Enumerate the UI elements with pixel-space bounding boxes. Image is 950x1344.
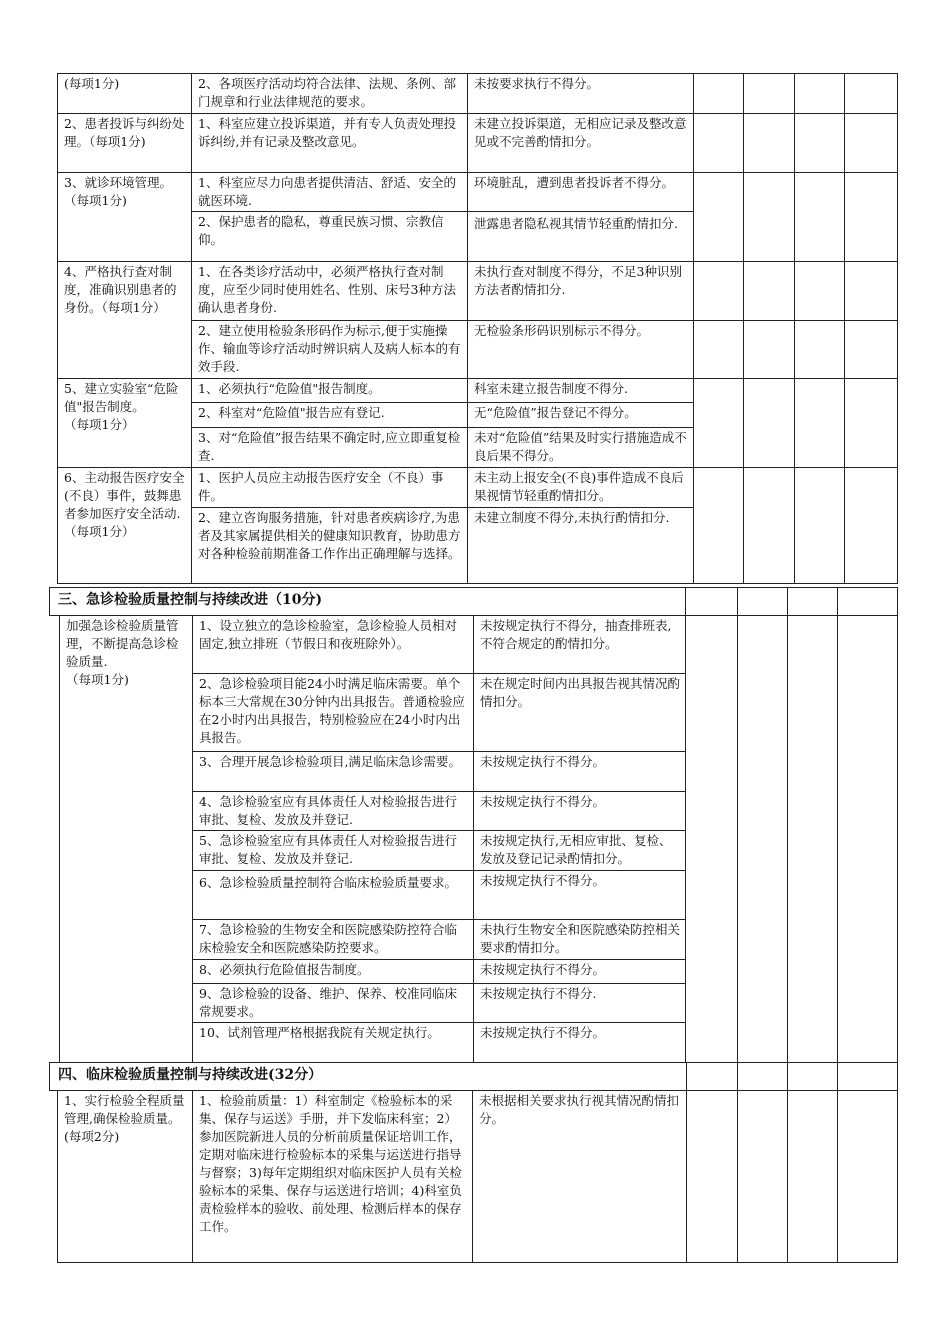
score-cell bbox=[744, 379, 795, 468]
score-cell bbox=[845, 114, 898, 173]
score-cell bbox=[795, 114, 845, 173]
standard-cell: 2、科室对“危险值"报告应有登记. bbox=[192, 403, 468, 428]
standard-cell: 2、建立使用检验条形码作为标示,便于实施操作、输血等诊疗活动时辨识病人及病人标本的有效手段. bbox=[192, 321, 468, 379]
item-cell: (每项1分) bbox=[58, 74, 192, 114]
score-cell bbox=[744, 74, 795, 114]
score-cell bbox=[838, 1091, 898, 1263]
standard-cell: 2、建立咨询服务措施，针对患者疾病诊疗,为患者及其家属提供相关的健康知识教育，协助患方对各种检验前期准备工作作出正确理解与选择。 bbox=[192, 508, 468, 584]
method-cell: 未按要求执行不得分。 bbox=[468, 74, 694, 114]
score-cell bbox=[845, 173, 898, 262]
score-cell bbox=[845, 321, 898, 379]
standard-cell: 1、在各类诊疗活动中，必须严格执行查对制度，应至少同时使用姓名、性别、床号3种方法确认患者身份. bbox=[192, 262, 468, 321]
table-row bbox=[58, 262, 898, 321]
standard-cell: 3、合理开展急诊检验项目,满足临床急诊需要。 bbox=[193, 752, 474, 792]
standard-cell: 1、设立独立的急诊检验室，急诊检验人员相对固定,独立排班（节假日和夜班除外）。 bbox=[193, 616, 474, 674]
score-cell bbox=[788, 616, 838, 1063]
score-cell bbox=[738, 1063, 788, 1091]
score-cell bbox=[744, 468, 795, 584]
standard-cell: 10、试剂管理严格根据我院有关规定执行。 bbox=[193, 1023, 474, 1063]
method-cell: 环境脏乱，遭到患者投诉者不得分。 bbox=[468, 173, 694, 212]
standard-cell: 7、急诊检验的生物安全和医院感染防控符合临床检验安全和医院感染防控要求。 bbox=[193, 920, 474, 960]
table-row bbox=[58, 173, 898, 212]
method-cell: 未执行生物安全和医院感染防控相关要求酌情扣分。 bbox=[474, 920, 686, 960]
standard-cell: 2、急诊检验项目能24小时满足临床需要。单个标本三大常规在30分钟内出具报告。普通检验应在2小时内出具报告，特别检验应在24小时内出具报告。 bbox=[193, 674, 474, 752]
score-cell bbox=[788, 1063, 838, 1091]
score-cell bbox=[694, 262, 744, 321]
method-cell: 未按规定执行不得分。 bbox=[474, 752, 686, 792]
method-cell: 未在规定时间内出具报告视其情况酌情扣分。 bbox=[474, 674, 686, 752]
score-cell bbox=[845, 262, 898, 321]
score-cell bbox=[744, 114, 795, 173]
score-cell bbox=[795, 173, 845, 262]
score-cell bbox=[694, 74, 744, 114]
table-row bbox=[58, 379, 898, 403]
item-cell: 1、实行检验全程质量管理,确保检验质量。(每项2分) bbox=[58, 1091, 193, 1263]
score-cell bbox=[845, 468, 898, 584]
method-cell: 未建立投诉渠道，无相应记录及整改意见或不完善酌情扣分。 bbox=[468, 114, 694, 173]
section-4-table bbox=[49, 1062, 898, 1263]
method-cell: 科室未建立报告制度不得分. bbox=[468, 379, 694, 403]
method-cell: 未按规定执行不得分，抽查排班表,不符合规定的酌情扣分。 bbox=[474, 616, 686, 674]
score-cell bbox=[694, 173, 744, 262]
score-cell bbox=[686, 616, 738, 1063]
score-cell bbox=[838, 1063, 898, 1091]
score-cell bbox=[845, 379, 898, 468]
standard-cell: 2、各项医疗活动均符合法律、法规、条例、部门规章和行业法律规范的要求。 bbox=[192, 74, 468, 114]
method-cell: 未建立制度不得分,未执行酌情扣分. bbox=[468, 508, 694, 584]
method-cell: 未根据相关要求执行视其情况酌情扣分。 bbox=[473, 1091, 687, 1263]
method-cell: 无“危险值”报告登记不得分。 bbox=[468, 403, 694, 428]
score-cell bbox=[795, 74, 845, 114]
section-title: 三、急诊检验质量控制与持续改进（10分) bbox=[50, 588, 686, 616]
method-cell: 未按规定执行不得分. bbox=[474, 984, 686, 1023]
method-cell: 未按规定执行不得分。 bbox=[474, 960, 686, 984]
score-cell bbox=[738, 616, 788, 1063]
standard-cell: 2、保护患者的隐私，尊重民族习惯、宗教信仰。 bbox=[192, 212, 468, 262]
score-cell bbox=[686, 588, 738, 616]
score-cell bbox=[845, 74, 898, 114]
method-cell: 无检验条形码识别标示不得分。 bbox=[468, 321, 694, 379]
score-cell bbox=[788, 1091, 838, 1263]
method-cell: 未对“危险值”结果及时实行措施造成不良后果不得分。 bbox=[468, 428, 694, 468]
standard-cell: 8、必须执行危险值报告制度。 bbox=[193, 960, 474, 984]
score-cell bbox=[738, 588, 788, 616]
standard-cell: 4、急诊检验室应有具体责任人对检验报告进行审批、复检、发放及并登记. bbox=[193, 792, 474, 831]
score-cell bbox=[795, 321, 845, 379]
section-header-row bbox=[50, 1063, 898, 1091]
item-cell: 5、建立实验室“危险值"报告制度。 （每项1分） bbox=[58, 379, 192, 468]
standard-cell: 1、科室应建立投诉渠道，并有专人负责处理投诉纠纷,并有记录及整改意见。 bbox=[192, 114, 468, 173]
score-cell bbox=[795, 468, 845, 584]
table-row bbox=[58, 468, 898, 508]
table-row bbox=[50, 1091, 898, 1263]
score-cell bbox=[795, 379, 845, 468]
section-title: 四、临床检验质量控制与持续改进(32分） bbox=[50, 1063, 687, 1091]
standard-cell: 3、对“危险值”报告结果不确定时,应立即重复检查. bbox=[192, 428, 468, 468]
score-cell bbox=[838, 588, 898, 616]
standard-cell: 9、急诊检验的设备、维护、保养、校准同临床常规要求。 bbox=[193, 984, 474, 1023]
score-cell bbox=[694, 379, 744, 468]
score-cell bbox=[788, 588, 838, 616]
score-cell bbox=[694, 114, 744, 173]
item-cell: 6、主动报告医疗安全(不良）事件，鼓舞患者参加医疗安全活动. （每项1分） bbox=[58, 468, 192, 584]
item-cell: 2、患者投诉与纠纷处理。（每项1分) bbox=[58, 114, 192, 173]
score-cell bbox=[744, 262, 795, 321]
method-cell: 未按规定执行不得分。 bbox=[474, 1023, 686, 1063]
score-cell bbox=[687, 1091, 738, 1263]
table-row bbox=[58, 74, 898, 114]
item-cell: 4、严格执行查对制度，准确识别患者的身份。（每项1分） bbox=[58, 262, 192, 379]
table-row bbox=[58, 114, 898, 173]
item-cell: 3、就诊环境管理。 （每项1分) bbox=[58, 173, 192, 262]
score-cell bbox=[694, 468, 744, 584]
section-3-table bbox=[49, 587, 898, 1063]
score-cell bbox=[838, 616, 898, 1063]
method-cell: 未按规定执行不得分。 bbox=[474, 792, 686, 831]
standards-table-block-1 bbox=[57, 73, 898, 584]
standard-cell: 1、科室应尽力向患者提供清洁、舒适、安全的就医环境. bbox=[192, 173, 468, 212]
score-cell bbox=[738, 1091, 788, 1263]
score-cell bbox=[694, 321, 744, 379]
method-cell: 未按规定执行不得分。 bbox=[474, 871, 686, 920]
standard-cell: 6、急诊检验质量控制符合临床检验质量要求。 bbox=[193, 871, 474, 920]
score-cell bbox=[744, 173, 795, 262]
standard-cell: 1、检验前质量：1）科室制定《检验标本的采集、保存与运送》手册，并下发临床科室；2）参加医院新进人员的分析前质量保证培训工作，定期对临床进行检验标本的采集与运送进行指导与督察；3)每年定期组织对临床医护人员有关检验标本的采集、保存与运送进行培训；4)科室负责检验样本的验收、前处理、检测后样本的保存工作。 bbox=[193, 1091, 473, 1263]
standard-cell: 1、必须执行“危险值"报告制度。 bbox=[192, 379, 468, 403]
method-cell: 未主动上报安全(不良)事件造成不良后果视情节轻重酌情扣分。 bbox=[468, 468, 694, 508]
standard-cell: 5、急诊检验室应有具体责任人对检验报告进行审批、复检、发放及并登记. bbox=[193, 831, 474, 871]
item-cell: 加强急诊检验质量管理，不断提高急诊检验质量. （每项1分) bbox=[60, 616, 193, 1063]
standard-cell: 1、医护人员应主动报告医疗安全（不良）事件。 bbox=[192, 468, 468, 508]
score-cell bbox=[744, 321, 795, 379]
method-cell: 未执行查对制度不得分，不足3种识别方法者酌情扣分. bbox=[468, 262, 694, 321]
method-cell: 未按规定执行,无相应审批、复检、发放及登记记录酌情扣分。 bbox=[474, 831, 686, 871]
score-cell bbox=[795, 262, 845, 321]
method-cell: 泄露患者隐私视其情节轻重酌情扣分. bbox=[468, 212, 694, 262]
section-header-row bbox=[50, 588, 898, 616]
score-cell bbox=[687, 1063, 738, 1091]
table-row bbox=[50, 616, 898, 674]
